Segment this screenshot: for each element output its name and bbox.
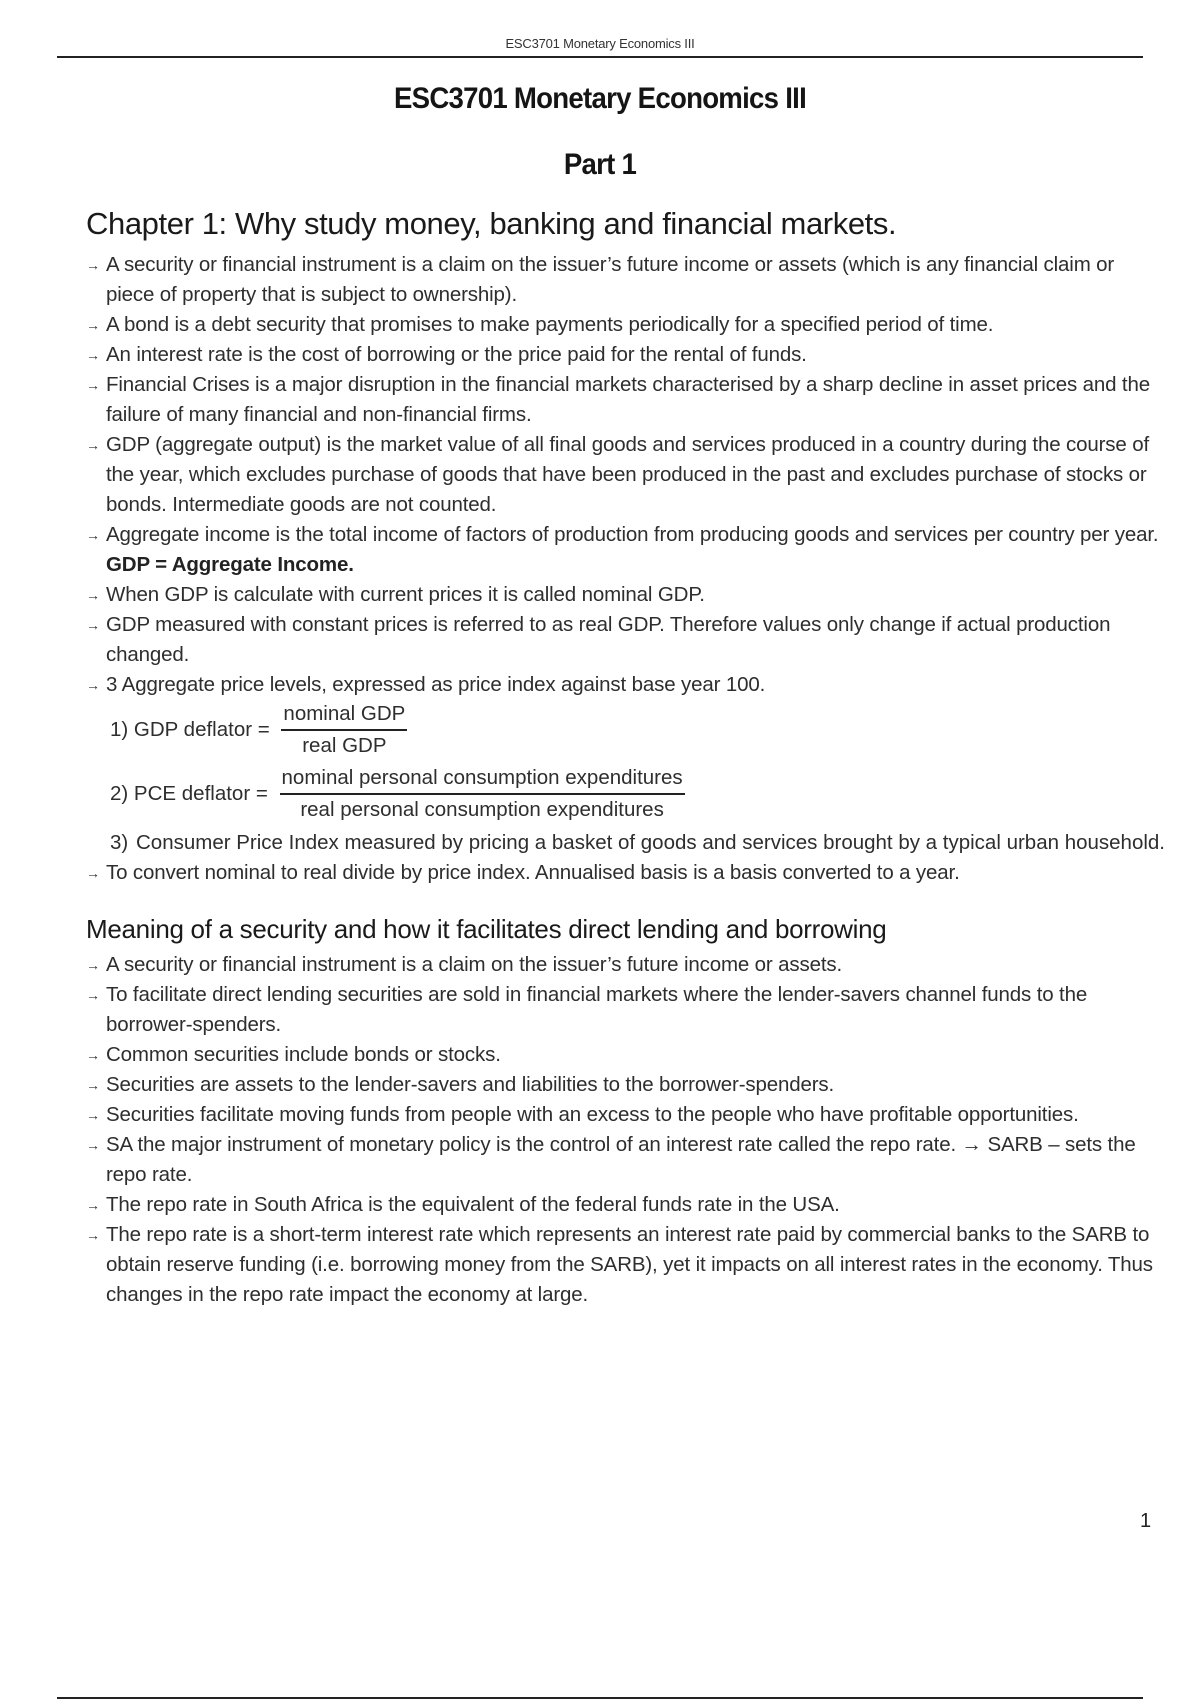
list-number: 3) [110, 831, 129, 854]
arrow-right-icon: → [86, 1047, 100, 1063]
fraction-numerator: nominal GDP [283, 701, 406, 725]
arrow-right-icon: → [86, 527, 100, 543]
arrow-right-icon: → [86, 987, 100, 1003]
list-item: → A security or financial instrument is a claim on the issuer’s future income or assets. [86, 950, 1166, 980]
part-title: Part 1 [563, 148, 637, 181]
list-item: → Securities facilitate moving funds from people with an excess to the people who have profitable opportunities. [86, 1100, 1166, 1130]
list-item: → To convert nominal to real divide by price index. Annualised basis is a basis converted to a year. [86, 858, 1166, 888]
chapter-bullet-list [86, 250, 1166, 700]
formula-label: 1) GDP deflator = [110, 718, 276, 741]
list-item: → GDP (aggregate output) is the market value of all final goods and services produced in a country during the course of the year, which excludes purchase of goods that have been produced in the past and excludes purchase of stocks or bonds. Intermediate goods are not counted. [86, 430, 1166, 520]
fraction-denominator: real GDP [302, 733, 387, 757]
list-item: → 3 Aggregate price levels, expressed as price index against base year 100. [86, 670, 1166, 700]
formula-pce-deflator [110, 762, 1166, 826]
list-item: → A bond is a debt security that promises to make payments periodically for a specified period of time. [86, 310, 1166, 340]
arrow-right-icon: → [86, 317, 100, 333]
fraction [281, 701, 407, 760]
list-item: → When GDP is calculate with current prices it is called nominal GDP. [86, 580, 1166, 610]
arrow-right-icon: → [86, 347, 100, 363]
arrow-right-icon: → [86, 1137, 100, 1153]
section-heading: Meaning of a security and how it facilitates direct lending and borrowing [86, 914, 887, 944]
list-item: → An interest rate is the cost of borrowing or the price paid for the rental of funds. [86, 340, 1166, 370]
formula-gdp-deflator [110, 698, 1166, 762]
arrow-right-icon: → [86, 957, 100, 973]
list-item-cpi: 3) Consumer Price Index measured by pricing a basket of goods and services brought by a typical urban household. [110, 828, 1166, 858]
arrow-right-icon: → [86, 377, 100, 393]
formula-label: 2) PCE deflator = [110, 782, 274, 805]
arrow-right-icon: → [86, 1227, 100, 1243]
fraction-denominator: real personal consumption expenditures [300, 797, 664, 821]
page-content [86, 204, 1166, 1310]
fraction-numerator: nominal personal consumption expenditures [281, 765, 683, 789]
footer-rule [57, 1697, 1143, 1699]
chapter-heading: Chapter 1: Why study money, banking and financial markets. [86, 206, 897, 241]
arrow-right-icon: → [86, 617, 100, 633]
arrow-right-icon: → [86, 677, 100, 693]
arrow-right-icon: → [86, 1197, 100, 1213]
list-item: → Financial Crises is a major disruption in the financial markets characterised by a sharp decline in asset prices and the failure of many financial and non-financial firms. [86, 370, 1166, 430]
page-number: 1 [1140, 1510, 1152, 1532]
fraction [280, 765, 685, 824]
list-item: → A security or financial instrument is a claim on the issuer’s future income or assets (which is any financial claim or piece of property that is subject to ownership). [86, 250, 1166, 310]
arrow-right-icon: → [86, 865, 100, 881]
cpi-list [86, 828, 1166, 858]
list-item: → Securities are assets to the lender-savers and liabilities to the borrower-spenders. [86, 1070, 1166, 1100]
list-item: → The repo rate is a short-term interest rate which represents an interest rate paid by commercial banks to the SARB to obtain reserve funding (i.e. borrowing money from the SARB), yet it impacts on all interest rates in the economy. Thus changes in the repo rate impact the economy at large. [86, 1220, 1166, 1310]
list-item: → The repo rate in South Africa is the equivalent of the federal funds rate in the USA. [86, 1190, 1166, 1220]
arrow-right-icon: → [86, 1107, 100, 1123]
arrow-right-icon: → [86, 257, 100, 273]
conversion-bullet-list [86, 858, 1166, 888]
list-item: → GDP measured with constant prices is referred to as real GDP. Therefore values only change if actual production changed. [86, 610, 1166, 670]
section-bullet-list [86, 950, 1166, 1310]
arrow-right-icon: → [86, 587, 100, 603]
list-item-aggregate-income: → Aggregate income is the total income of factors of production from producing goods and services per country per year. GDP = Aggregate Income. [86, 520, 1166, 580]
list-item: → To facilitate direct lending securities are sold in financial markets where the lender-savers channel funds to the borrower-spenders. [86, 980, 1166, 1040]
list-item: → Common securities include bonds or stocks. [86, 1040, 1166, 1070]
header-rule [57, 56, 1143, 58]
running-header: ESC3701 Monetary Economics III [505, 36, 695, 51]
bold-emphasis: GDP = Aggregate Income. [106, 553, 354, 576]
list-item: → SA the major instrument of monetary policy is the control of an interest rate called the repo rate. → SARB – sets the repo rate. [86, 1130, 1166, 1190]
document-title: ESC3701 Monetary Economics III [393, 82, 807, 115]
arrow-right-icon: → [86, 437, 100, 453]
arrow-right-icon: → [86, 1077, 100, 1093]
